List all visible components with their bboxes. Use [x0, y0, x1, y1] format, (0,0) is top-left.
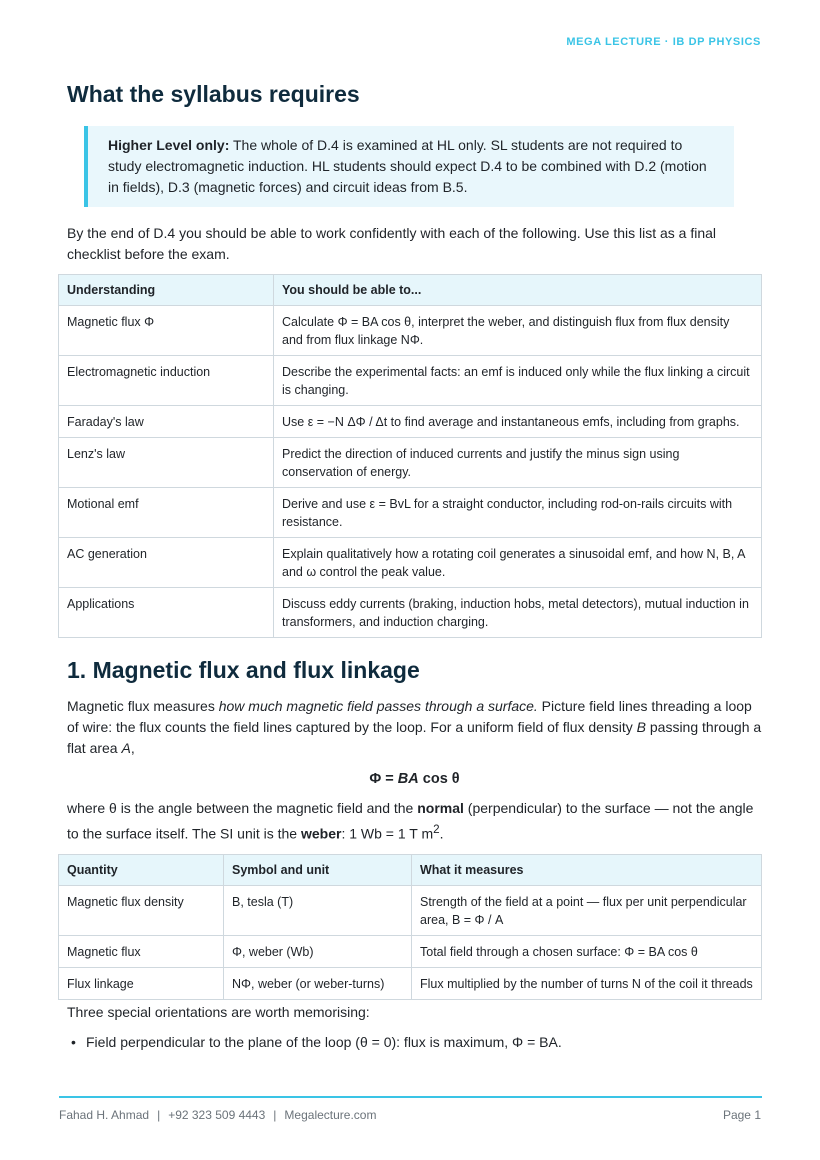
footer-site-link[interactable]: Megalecture.com — [284, 1108, 377, 1122]
superscript: 2 — [433, 823, 440, 836]
text-emphasis: how much magnetic field passes through a surface. — [218, 698, 538, 714]
footer-separator: | — [157, 1108, 161, 1122]
formula-rest: cos θ — [418, 771, 460, 787]
symbol-b: B — [636, 719, 646, 735]
table-cell: Flux multiplied by the number of turns N of the coil it threads — [412, 967, 762, 999]
text-run: passing through a flat area — [67, 719, 762, 756]
table-cell: Use ε = −N ΔΦ / Δt to find average and instantaneous emfs, including from graphs. — [274, 406, 762, 438]
section-heading-syllabus: What the syllabus requires — [67, 81, 360, 107]
list-item — [71, 1032, 762, 1053]
table-row — [59, 356, 762, 406]
text-run: Picture field lines threading a loop of wire: the flux counts the field lines captured by the loop. For a uniform field of flux density — [67, 698, 752, 735]
table-cell: Calculate Φ = BA cos θ, interpret the weber, and distinguish flux from flux density and from flux linkage NΦ. — [274, 306, 762, 356]
footer-phone: +92 323 509 4443 — [168, 1108, 266, 1122]
syllabus-table — [58, 274, 762, 638]
bullet-marker: • — [71, 1033, 76, 1050]
table-row — [59, 967, 762, 999]
text-run: . — [439, 825, 444, 842]
orientations-intro: Three special orientations are worth memorising: — [67, 1003, 370, 1020]
footer-divider — [59, 1096, 762, 1098]
table-cell: Motional emf — [59, 488, 274, 538]
section-heading-flux: 1. Magnetic flux and flux linkage — [67, 657, 420, 683]
table-row — [59, 306, 762, 356]
footer-author: Fahad H. Ahmad — [59, 1108, 150, 1122]
table-cell: Magnetic flux density — [59, 885, 224, 935]
callout-bold: Higher Level only: — [108, 137, 230, 153]
formula-ba: BA — [397, 771, 419, 787]
list-item-text: Field perpendicular to the plane of the loop (θ = 0): flux is maximum, Φ = BA. — [86, 1033, 562, 1050]
text-run: (perpendicular) to the surface — not the angle to the surface itself. The SI unit is the — [67, 800, 754, 842]
table-header-cell: You should be able to... — [274, 275, 762, 306]
table-row — [59, 406, 762, 438]
table-cell: Derive and use ε = BvL for a straight conductor, including rod-on-rails circuits with resistance. — [274, 488, 762, 538]
table-cell: Applications — [59, 588, 274, 638]
hl-callout — [84, 126, 734, 207]
table-row — [59, 885, 762, 935]
header-brand: MEGA LECTURE · IB DP PHYSICS — [566, 36, 761, 48]
table-cell: Total field through a chosen surface: Φ = BA cos θ — [412, 935, 762, 967]
flux-quantities-table — [58, 854, 762, 1000]
table-cell: Explain qualitatively how a rotating coil generates a sinusoidal emf, and how N, B, A and ω control the peak value. — [274, 538, 762, 588]
table-cell: AC generation — [59, 538, 274, 588]
table-cell: Lenz's law — [59, 438, 274, 488]
formula-lhs: Φ = — [369, 771, 398, 787]
table-header-cell: Quantity — [59, 854, 224, 885]
symbol-a: A — [121, 740, 131, 756]
table-cell: Describe the experimental facts: an emf is induced only while the flux linking a circuit is changing. — [274, 356, 762, 406]
table-cell: Predict the direction of induced currents and justify the minus sign using conservation of energy. — [274, 438, 762, 488]
table-cell: Strength of the field at a point — flux per unit perpendicular area, B = Φ / A — [412, 885, 762, 935]
table-cell: Φ, weber (Wb) — [224, 935, 412, 967]
text-run: where θ is the angle between the magnetic field and the — [67, 800, 418, 816]
table-cell: Faraday's law — [59, 406, 274, 438]
table-row — [59, 488, 762, 538]
table-cell: Magnetic flux — [59, 935, 224, 967]
page-content — [67, 78, 762, 1053]
table-header-row — [59, 854, 762, 885]
table-row — [59, 538, 762, 588]
table-cell: NΦ, weber (or weber-turns) — [224, 967, 412, 999]
text-run: , — [130, 740, 135, 756]
table-header-cell: Symbol and unit — [224, 854, 412, 885]
table-row — [59, 438, 762, 488]
table-cell: Flux linkage — [59, 967, 224, 999]
footer-separator: | — [273, 1108, 277, 1122]
table-header-cell: Understanding — [59, 275, 274, 306]
table-cell: B, tesla (T) — [224, 885, 412, 935]
table-cell: Magnetic flux Φ — [59, 306, 274, 356]
table-cell: Electromagnetic induction — [59, 356, 274, 406]
syllabus-intro: By the end of D.4 you should be able to work confidently with each of the following. Use this list as a final checklist before the exam. — [67, 225, 717, 262]
flux-angle-paragraph — [67, 798, 762, 845]
text-bold: weber — [300, 825, 342, 842]
table-row — [59, 935, 762, 967]
callout-text: The whole of D.4 is examined at HL only. SL students are not required to study electromagnetic induction. HL students should expect D.4 to be combined with D.2 (motion in fields), D.3 (magnetic forces) and circuit ideas from B.5. — [108, 137, 707, 195]
table-header-row — [59, 275, 762, 306]
flux-intro-paragraph — [67, 696, 762, 759]
footer-page-number: Page 1 — [722, 1108, 761, 1122]
table-row — [59, 588, 762, 638]
footer-contact — [59, 1108, 376, 1122]
table-header-cell: What it measures — [412, 854, 762, 885]
text-run: Magnetic flux measures — [67, 698, 219, 714]
text-run: : 1 Wb = 1 T m — [341, 825, 434, 842]
text-bold: normal — [417, 800, 464, 816]
table-cell: Discuss eddy currents (braking, induction hobs, metal detectors), mutual induction in transformers, and induction charging. — [274, 588, 762, 638]
flux-formula — [67, 771, 762, 787]
